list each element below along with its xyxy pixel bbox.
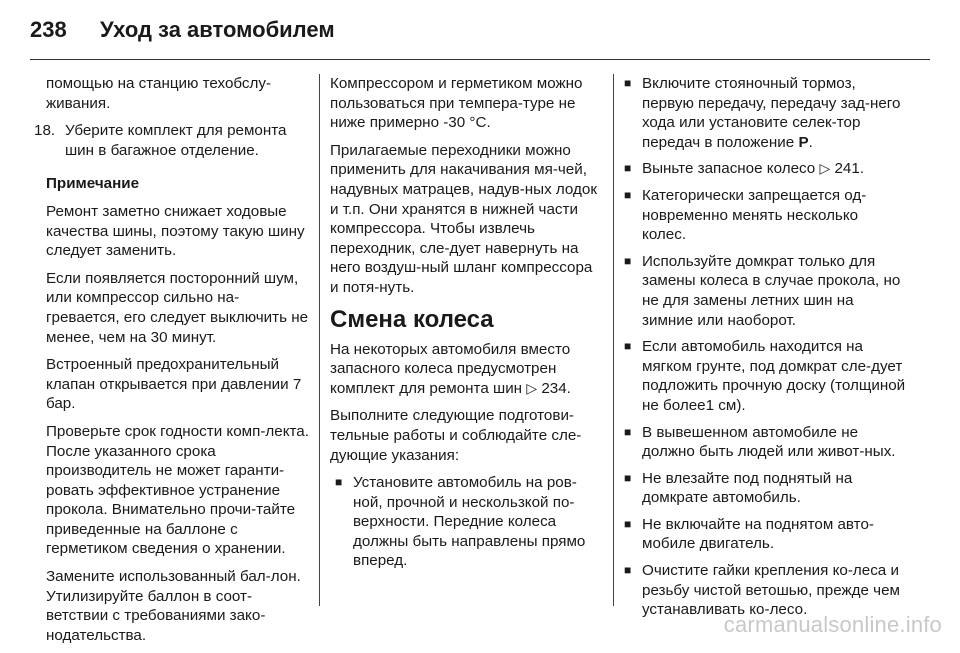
bullet-icon [624,256,635,267]
paragraph-spare [330,340,602,399]
paragraph-adapters: Прилагаемые переходники можно применить для накачивания мя-чей, надувных матрацев, надув-ных лодок и т.п. Они хранятся в нижней части компрессора. Чтобы извлечь переходник, сле-дует навернуть на него воздуш-ный шланг компрессора и потя-нуть. [330,141,597,296]
list-item [624,515,906,554]
section-heading: Смена колеса [330,305,494,333]
bullet-icon [624,519,635,530]
paragraph-temperature: Компрессором и герметиком можно пользоваться при темпера-туре не ниже примерно -30 °C. [330,75,583,132]
step-text: Уберите комплект для ремонта шин в багажное отделение. [65,122,287,159]
bullet-text-part: Включите стояночный тормоз, первую передачу, передачу зад-него хода или установите селек-тор передач в положение [642,75,901,151]
paragraph-spare-text: На некоторых автомобиля вместо запасного колеса предусмотрен комплект для ремонта шин [330,340,571,397]
column-divider [613,74,614,606]
running-title: Уход за автомобилем [100,17,335,42]
bullet-icon [624,565,635,576]
list-item [624,469,906,508]
cross-ref-page[interactable]: 234. [541,379,571,397]
bullet-text: Не включайте на поднятом авто-мобиле двигатель. [642,515,874,553]
paragraph-replace-canister: Замените использованный бал-лон. Утилизируйте баллон в соот-ветствии с требованиями зако-нодательства. [46,568,301,644]
gear-position: P [798,133,809,151]
list-item [624,423,906,462]
paragraph-preparation: Выполните следующие подготови-тельные работы и соблюдайте сле-дующие указания: [330,407,582,464]
bullet-text: Если автомобиль находится на мягком грунте, под домкрат сле-дует подложить прочную доску (толщиной не более1 см). [642,338,906,414]
watermark: carmanualsonline.info [723,612,942,637]
cross-ref-page[interactable]: 241. [834,160,865,178]
list-item [335,473,602,571]
bullet-text [642,74,906,152]
bullet-icon [335,477,346,488]
bullet-icon [624,427,635,438]
list-item [624,252,906,330]
paragraph-noise: Если появляется посторонний шум, или компрессор сильно на-гревается, его следует выключить не менее, чем на 30 минут. [46,269,309,346]
page-header [30,14,335,46]
list-item [624,337,906,415]
list-item [624,74,906,152]
bullet-text [642,159,864,179]
bullet-icon [624,473,635,484]
step-number: 18. [34,122,56,140]
column-divider [319,74,320,606]
paragraph-valve: Встроенный предохранительный клапан открывается при давлении 7 бар. [46,356,302,413]
bullet-icon [624,190,635,201]
bullet-text: В вывешенном автомобиле не должно быть людей или живот-ных. [642,423,896,461]
note-title: Примечание [46,175,140,193]
bullet-text-part: Выньте запасное колесо [642,160,816,178]
list-item [624,159,906,179]
bullet-text: Используйте домкрат только для замены колеса в случае прокола, но не для замены летних шин на зимние или наоборот. [642,252,901,329]
column-1 [34,74,311,653]
cross-ref-icon: ▷ [819,160,831,177]
header-rule [30,59,930,60]
bullet-icon [624,163,635,174]
bullet-text: Категорически запрещается од-новременно менять несколько колес. [642,186,867,244]
page-number: 238 [30,17,67,42]
list-item [624,186,906,245]
bullet-text: Не влезайте под поднятый на домкрате автомобиль. [642,469,853,507]
bullet-text: Установите автомобиль на ров-ной, прочной и нескользкой по-верхности. Передние колеса должны быть направлены прямо вперед. [353,474,586,570]
note-text: Ремонт заметно снижает ходовые качества шины, поэтому такую шину следует заменить. [46,202,305,260]
bullet-text-end: . [808,133,813,151]
step-18 [34,121,311,160]
bullet-icon [624,78,635,89]
continued-text: помощью на станцию техобслу-живания. [46,75,272,112]
paragraph-expiry: Проверьте срок годности комп-лекта. После указанного срока производитель не может гаранти-ровать эффективное устранение прокола. Внимательно прочи-тайте приведенные на баллоне с герметиком сведения о хранении. [46,422,309,558]
column-2 [330,74,602,578]
bullet-text: Очистите гайки крепления ко-леса и резьбу чистой ветошью, прежде чем устанавливать ко-лесо. [642,562,900,619]
bullet-icon [624,341,635,352]
column-3 [624,74,906,627]
cross-ref-icon: ▷ [526,379,538,396]
